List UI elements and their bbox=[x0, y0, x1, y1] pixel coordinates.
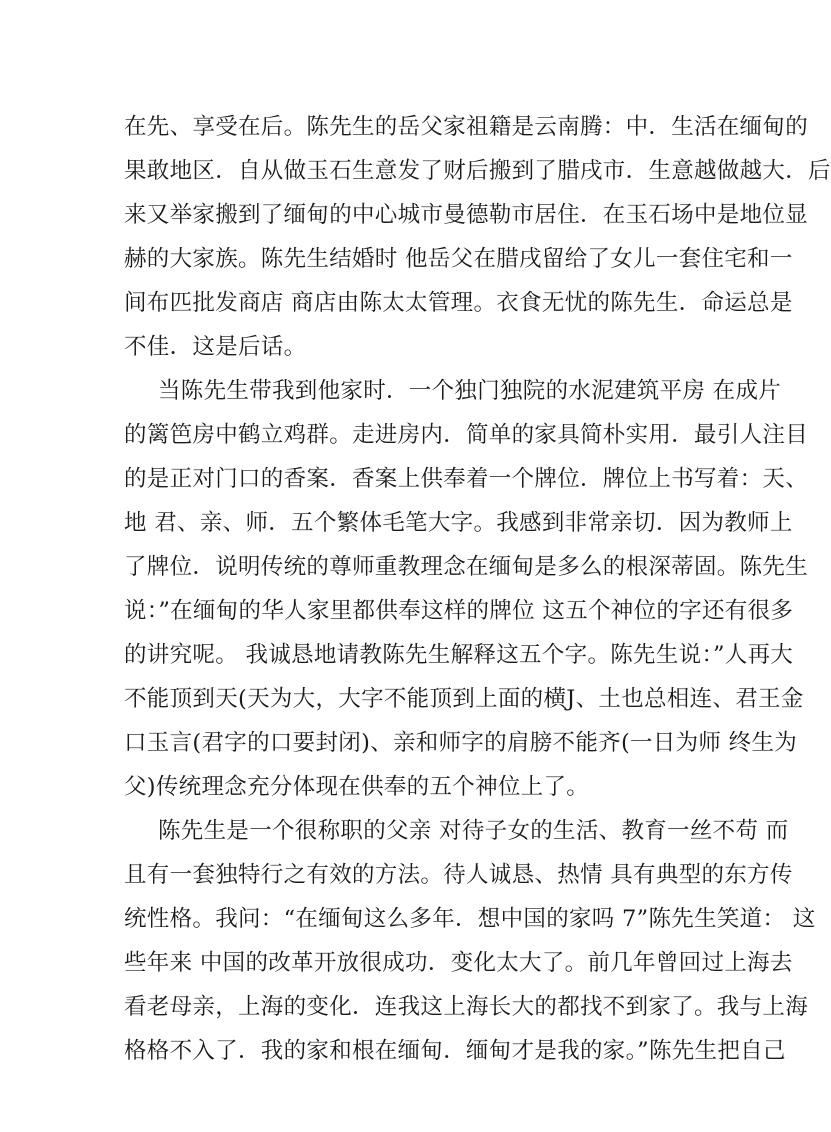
text-line: 不佳．这是后话。 bbox=[124, 334, 307, 360]
text-line: 赫的大家族。陈先生结婚时 他岳父在腊戌留给了女儿一套住宅和一 bbox=[124, 246, 793, 272]
text-line: 果敢地区．自从做玉石生意发了财后搬到了腊戌市．生意越做越大．后 bbox=[124, 158, 831, 184]
text-line: 地 君、亲、师．五个繁体毛笔大字。我感到非常亲切．因为教师上 bbox=[124, 510, 793, 536]
text-line: 说：”在缅甸的华人家里都供奉这样的牌位 这五个神位的字还有很多 bbox=[124, 598, 794, 624]
text-line: 统性格。我问：“在缅甸这么多年．想中国的家吗 7”陈先生笑道： 这 bbox=[124, 906, 816, 932]
text-line: 些年来 中国的改革开放很成功．变化太大了。前几年曾回过上海去 bbox=[124, 950, 793, 976]
text-line: 在先、享受在后。陈先生的岳父家祖籍是云南腾：中．生活在缅甸的 bbox=[124, 114, 809, 140]
text-line: 不能顶到天(天为大，大字不能顶到上面的横J、土也总相连、君王金 bbox=[124, 686, 804, 712]
text-line: 且有一套独特行之有效的方法。待人诚恳、热情 具有典型的东方传 bbox=[124, 862, 793, 888]
text-line: 的讲究呢。 我诚恳地请教陈先生解释这五个字。陈先生说：”人再大 bbox=[124, 642, 794, 668]
text-line: 口玉言(君字的口要封闭)、亲和师字的肩膀不能齐(一日为师 终生为 bbox=[124, 730, 798, 756]
paragraph-first-line: 当陈先生带我到他家时．一个独门独院的水泥建筑平房 在成片 bbox=[158, 378, 782, 404]
text-line: 来又举家搬到了缅甸的中心城市曼德勒市居住．在玉石场中是地位显 bbox=[124, 202, 809, 228]
text-line: 的篱笆房中鹤立鸡群。走进房内．简单的家具简朴实用．最引人注目 bbox=[124, 422, 809, 448]
paragraph-first-line: 陈先生是一个很称职的父亲 对待子女的生活、教育一丝不苟 而 bbox=[158, 818, 789, 844]
text-line: 看老母亲，上海的变化．连我这上海长大的都找不到家了。我与上海 bbox=[124, 994, 809, 1020]
text-line: 的是正对门口的香案．香案上供奉着一个牌位．牌位上书写着：天、 bbox=[124, 466, 809, 492]
text-line: 格格不入了．我的家和根在缅甸．缅甸才是我的家。”陈先生把自己 bbox=[124, 1038, 786, 1064]
text-line: 了牌位．说明传统的尊师重教理念在缅甸是多么的根深蒂固。陈先生 bbox=[124, 554, 809, 580]
text-line: 父)传统理念充分体现在供奉的五个神位上了。 bbox=[124, 774, 590, 800]
text-line: 间布匹批发商店 商店由陈太太管理。衣食无忧的陈先生．命运总是 bbox=[124, 290, 793, 316]
